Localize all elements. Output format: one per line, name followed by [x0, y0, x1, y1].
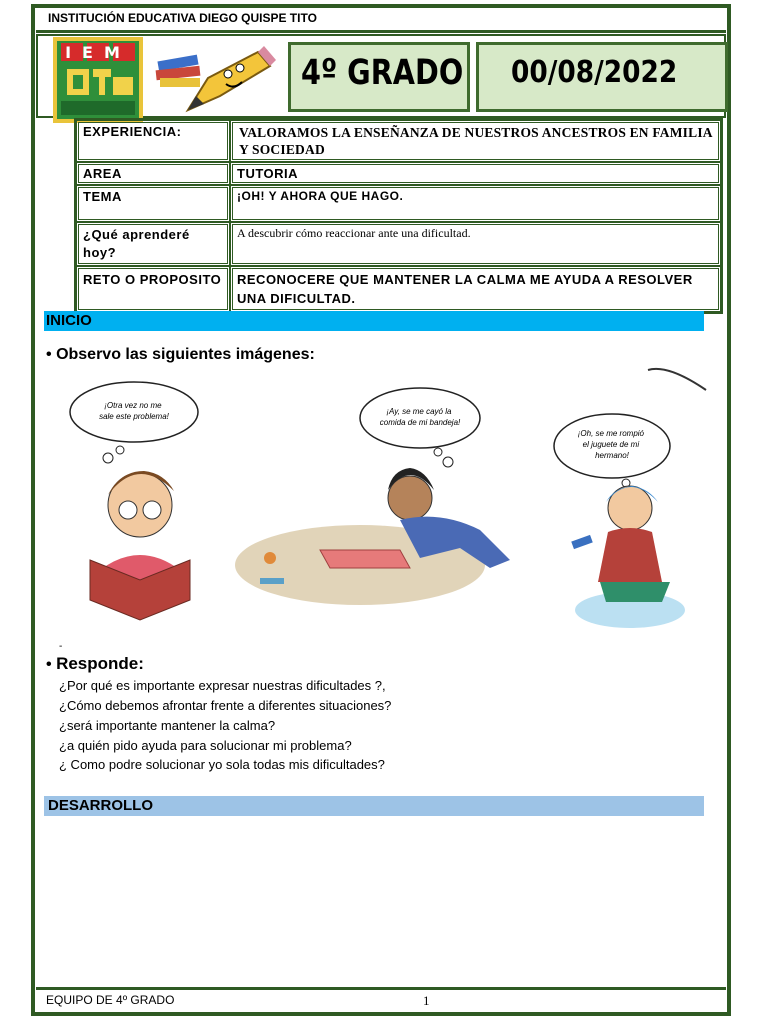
- school-name: INSTITUCIÓN EDUCATIVA DIEGO QUISPE TITO: [48, 11, 317, 25]
- reto-value: RECONOCERE QUE MANTENER LA CALMA ME AYUDA A RESOLVER UNA DIFICULTAD.: [230, 266, 721, 312]
- observo-text: Observo las siguientes imágenes:: [56, 346, 315, 363]
- tema-label: TEMA: [76, 185, 230, 222]
- question-5: ¿ Como podre solucionar yo sola todas mis dificultades?: [59, 757, 385, 772]
- bubble-2-line-2: comida de mi bandeja!: [379, 418, 461, 427]
- row-reto: [76, 266, 721, 312]
- school-logo: [53, 37, 143, 123]
- question-2: ¿Cómo debemos afrontar frente a diferentes situaciones?: [59, 698, 392, 713]
- pencil-illustration: [148, 38, 278, 118]
- grade-box: [288, 42, 470, 112]
- lesson-info-table: [74, 118, 723, 314]
- question-3: ¿será importante mantener la calma?: [59, 718, 276, 733]
- row-aprendere: [76, 222, 721, 266]
- inicio-bar: [44, 311, 704, 331]
- grade-label: 4º GRADO: [301, 53, 464, 93]
- experiencia-value: VALORAMOS LA ENSEÑANZA DE NUESTROS ANCESTROS EN FAMILIA Y SOCIEDAD: [230, 120, 721, 162]
- bubble-3-line-3: hermano!: [595, 451, 629, 460]
- inicio-title: INICIO: [46, 312, 92, 329]
- page-number: 1: [423, 993, 430, 1008]
- dash-mark: -: [59, 641, 63, 652]
- aprendere-value: A descubrir cómo reaccionar ante una dificultad.: [230, 222, 721, 266]
- question-4: ¿a quién pido ayuda para solucionar mi problema?: [59, 738, 352, 753]
- logo-letters: IEM: [65, 43, 131, 62]
- bubble-3-line-2: el juguete de mi: [582, 440, 640, 449]
- row-area: [76, 162, 721, 185]
- area-value: TUTORIA: [230, 162, 721, 185]
- footer-team: EQUIPO DE 4º GRADO: [46, 993, 175, 1007]
- observation-illustrations: [60, 360, 720, 640]
- bubble-1-line-2: sale este problema!: [99, 412, 169, 421]
- desarrollo-bar: [44, 796, 704, 816]
- experiencia-label: EXPERIENCIA:: [76, 120, 230, 162]
- responde-title: Responde:: [56, 654, 144, 673]
- date-box: [476, 42, 728, 112]
- desarrollo-title: DESARROLLO: [48, 797, 153, 814]
- bubble-1-line-1: ¡Otra vez no me: [104, 401, 162, 410]
- tema-value: ¡OH! Y AHORA QUE HAGO.: [230, 185, 721, 222]
- question-1: ¿Por qué es importante expresar nuestras dificultades ?,: [59, 678, 386, 693]
- school-header: [36, 8, 726, 33]
- bullet-icon: •: [46, 656, 52, 673]
- bullet-icon: •: [46, 346, 52, 363]
- bubble-3-line-1: ¡Oh, se me rompió: [577, 429, 645, 438]
- aprendere-label: ¿Qué aprenderé hoy?: [76, 222, 230, 266]
- date-label: 00/08/2022: [511, 55, 678, 90]
- bubble-2-line-1: ¡Ay, se me cayó la: [386, 407, 452, 416]
- area-label: AREA: [76, 162, 230, 185]
- responde-item: [46, 654, 144, 674]
- row-experiencia: [76, 120, 721, 162]
- row-tema: [76, 185, 721, 222]
- footer-divider: [36, 987, 726, 990]
- reto-label: RETO O PROPOSITO: [76, 266, 230, 312]
